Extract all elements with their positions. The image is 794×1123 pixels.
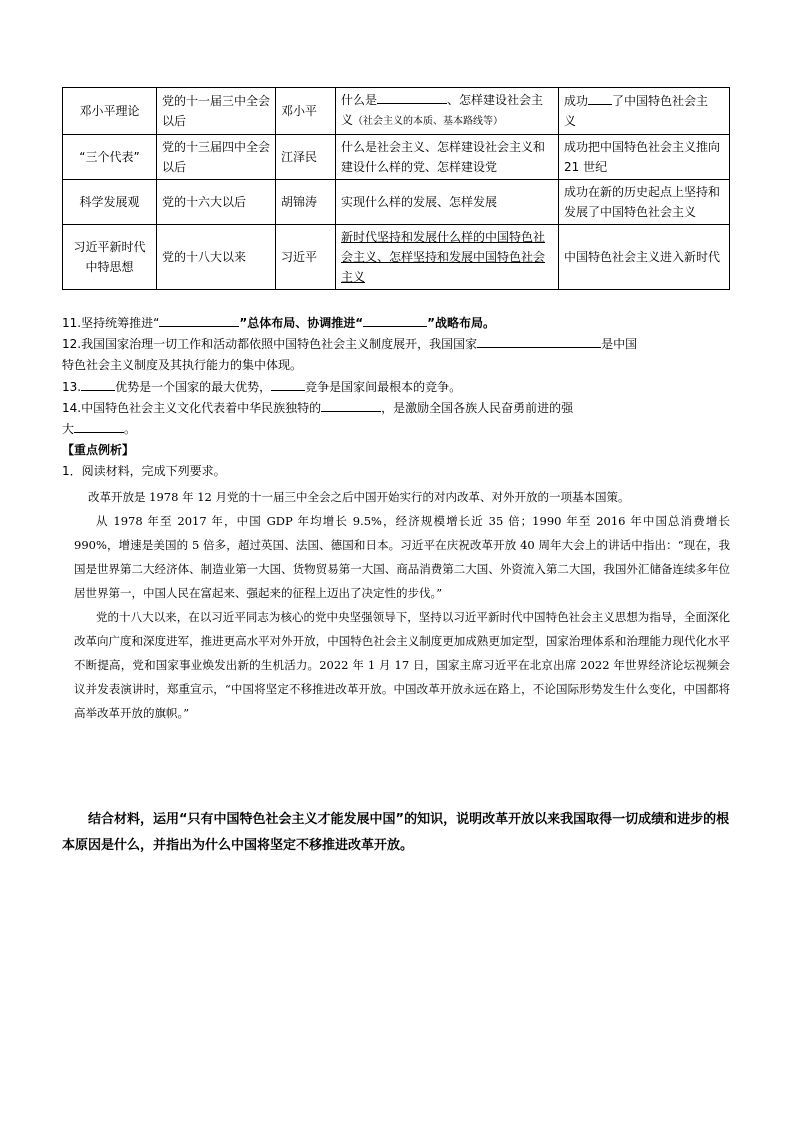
achievement-cell: 中国特色社会主义进入新时代 <box>559 225 730 290</box>
question-text: 。 <box>124 422 137 436</box>
question-text: 、怎样建设社会主 <box>447 93 544 107</box>
question-text: 13. <box>62 380 82 394</box>
question-text: 11.坚持统筹推进“ <box>62 316 160 330</box>
theory-cell: “三个代表” <box>63 135 157 180</box>
period-cell: 党的十一届三中全会以后 <box>157 88 276 135</box>
question-note: （社会主义的本质、基本路线等） <box>353 116 504 127</box>
answer-blank <box>74 419 124 433</box>
period-cell: 党的十三届四中全会以后 <box>157 135 276 180</box>
question-13 <box>62 377 732 398</box>
table-row <box>63 180 730 225</box>
period-cell: 党的十六大以后 <box>157 180 276 225</box>
leader-cell: 江泽民 <box>276 135 336 180</box>
leader-cell: 胡锦涛 <box>276 180 336 225</box>
theory-table <box>62 87 730 290</box>
question-cell <box>336 88 559 135</box>
question-text: 特色社会主义制度及其执行能力的集中体现。 <box>62 358 303 372</box>
answer-blank <box>81 377 115 391</box>
achievement-text: 了中国特色社会主 <box>612 94 709 108</box>
question-text: 优势是一个国家的最大优势， <box>115 380 272 394</box>
question-text: 什么是 <box>341 93 378 107</box>
question-text: 12.我国国家治理一切工作和活动都依照中国特色社会主义制度展开，我国国家 <box>62 337 478 351</box>
theory-cell: 科学发展观 <box>63 180 157 225</box>
answer-blank <box>588 91 612 105</box>
section-title: 【重点例析】 <box>62 443 135 457</box>
answer-blank <box>363 313 427 327</box>
answer-blank <box>271 377 305 391</box>
question-text: 义 <box>341 113 354 127</box>
question-cell: 新时代坚持和发展什么样的中国特色社会主义、怎样坚持和发展中国特色社会主义 <box>336 225 559 290</box>
task-instruction: 结合材料，运用“只有中国特色社会主义才能发展中国”的知识，说明改革开放以来我国取得一切成绩和进步的根本原因是什么，并指出为什么中国将坚定不移推进改革开放。 <box>62 812 730 853</box>
question-12 <box>62 334 732 376</box>
question-14 <box>62 398 732 440</box>
question-text: 大 <box>62 422 75 436</box>
table-row <box>63 88 730 135</box>
theory-cell: 邓小平理论 <box>63 88 157 135</box>
question-text: 是中国 <box>601 337 638 351</box>
period-cell: 党的十八大以来 <box>157 225 276 290</box>
achievement-cell: 成功在新的历史起点上坚持和发展了中国特色社会主义 <box>559 180 730 225</box>
answer-blank <box>477 334 601 348</box>
question-text: ”战略布局。 <box>427 316 495 330</box>
question-11 <box>62 313 732 334</box>
achievement-cell <box>559 88 730 135</box>
question-cell: 什么是社会主义、怎样建设社会主义和建设什么样的党、怎样建设党 <box>336 135 559 180</box>
example-heading: 1．阅读材料，完成下列要求。 <box>62 464 226 478</box>
answer-blank <box>377 90 447 104</box>
achievement-text: 成功 <box>564 94 589 108</box>
answer-blank <box>159 313 239 327</box>
material-paragraph: 从 1978 年至 2017 年，中国 GDP 年均增长 9.5%，经济规模增长近 35 倍；1990 年至 2016 年中国总消费增长 990%，增速是美国的 5 倍多，超过英国、法国、德国和日本。习近平在庆祝改革开放 40 周年大会上的讲话中指出：“现在，我国是世界第二大经济体、制造业第一大国、货物贸易第一大国、商品消费第二大国、外资流入第二大国，我国外汇储备连续多年位居世界第一，中国人民在富起来、强起来的征程上迈出了决定性的步伐。” <box>74 514 730 600</box>
answer-blank <box>321 398 381 412</box>
material-paragraph: 党的十八大以来，在以习近平同志为核心的党中央坚强领导下，坚持以习近平新时代中国特色社会主义思想为指导，全面深化改革向广度和深度进军，推进更高水平对外开放，中国特色社会主义制度更加成熟更加定型，国家治理体系和治理能力现代化水平不断提高，党和国家事业焕发出新的生机活力。2022 年 1 月 17 日，国家主席习近平在北京出席 2022 年世界经济论坛视频会议并发表演讲时，郑重宣示，“中国将坚定不移推进改革开放。中国改革开放永远在路上，不论国际形势发生什么变化，中国都将高举改革开放的旗帜。” <box>74 610 730 720</box>
achievement-text: 义 <box>564 114 577 128</box>
question-text: ”总体布局、协调推进“ <box>239 316 364 330</box>
question-text: 竞争是国家间最根本的竞争。 <box>305 380 462 394</box>
achievement-cell: 成功把中国特色社会主义推向 21 世纪 <box>559 135 730 180</box>
question-text: 14.中国特色社会主义文化代表着中华民族独特的 <box>62 401 322 415</box>
reading-material <box>74 485 730 725</box>
theory-cell: 习近平新时代中特思想 <box>63 225 157 290</box>
question-cell: 实现什么样的发展、怎样发展 <box>336 180 559 225</box>
table-row <box>63 225 730 290</box>
question-text: ，是激励全国各族人民奋勇前进的强 <box>381 401 574 415</box>
leader-cell: 习近平 <box>276 225 336 290</box>
leader-cell: 邓小平 <box>276 88 336 135</box>
table-row <box>63 135 730 180</box>
material-paragraph: 改革开放是 1978 年 12 月党的十一届三中全会之后中国开始实行的对内改革、对外开放的一项基本国策。 <box>88 490 630 504</box>
